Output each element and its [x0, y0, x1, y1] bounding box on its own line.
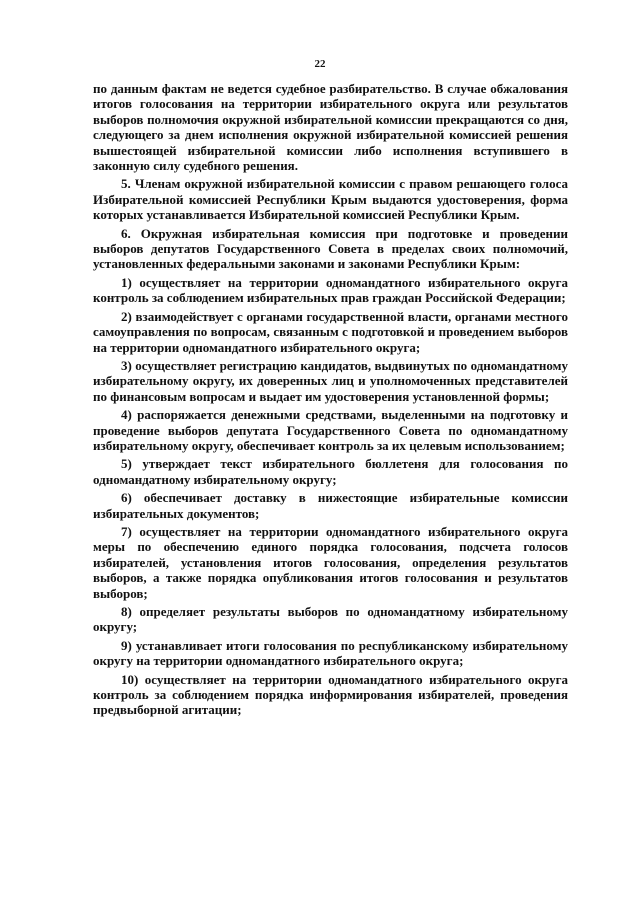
list-item-6: 6) обеспечивает доставку в нижестоящие избирательные комиссии избирательных документов; — [93, 490, 568, 521]
list-item-2: 2) взаимодействует с органами государственной власти, органами местного самоуправления по вопросам, связанным с подготовкой и проведением выборов на территории одномандатного избирательного округа; — [93, 308, 568, 355]
paragraph-continuation: по данным фактам не ведется судебное разбирательство. В случае обжалования итогов голосования на территории избирательного округа или результатов выборов полномочия окружной избирательной комиссии прекращаются со дня, следующего за днем исполнения окружной избирательной комиссией решения вышестоящей избирательной комиссии либо исполнения вступившего в законную силу судебного решения. — [93, 81, 568, 174]
page-number: 22 — [314, 58, 326, 70]
list-item-4: 4) распоряжается денежными средствами, выделенными на подготовку и проведение выборов депутата Государственного Совета по одномандатному избирательному округу, обеспечивает контроль за их целевым использованием; — [93, 407, 568, 453]
list-item-1: 1) осуществляет на территории одномандатного избирательного округа контроль за соблюдением избирательных прав граждан Российской Федерации; — [93, 274, 568, 306]
list-item-7: 7) осуществляет на территории одномандатного избирательного округа меры по обеспечению единого порядка голосования, подсчета голосов избирателей, установления итогов голосования, определения результатов выборов, а также порядка опубликования итогов голосования и результатов выборов; — [93, 523, 568, 601]
list-item-10: 10) осуществляет на территории одномандатного избирательного округа контроль за соблюдением порядка информирования избирателей, проведения предвыборной агитации; — [93, 671, 568, 718]
list-item-8: 8) определяет результаты выборов по одномандатному избирательному округу; — [93, 604, 568, 635]
list-item-3: 3) осуществляет регистрацию кандидатов, выдвинутых по одномандатному избирательному округу, их доверенных лиц и уполномоченных представителей по финансовым вопросам и выдает им удостоверения установленной формы; — [93, 357, 568, 404]
list-item-9: 9) устанавливает итоги голосования по республиканскому избирательному округу на территории одномандатного избирательного округа; — [93, 637, 568, 669]
paragraph-item-5: 5. Членам окружной избирательной комиссии с правом решающего голоса Избирательной комиссией Республики Крым выдаются удостоверения, форма которых устанавливается Избирательной комиссией Республики Крым. — [93, 176, 568, 223]
list-item-5: 5) утверждает текст избирательного бюллетеня для голосования по одномандатному избирательному округу; — [93, 456, 568, 487]
paragraph-item-6: 6. Окружная избирательная комиссия при подготовке и проведении выборов депутатов Государственного Совета в пределах своих полномочий, установленных федеральными законами и законами Республики Крым: — [93, 225, 568, 272]
document-body — [93, 81, 568, 721]
